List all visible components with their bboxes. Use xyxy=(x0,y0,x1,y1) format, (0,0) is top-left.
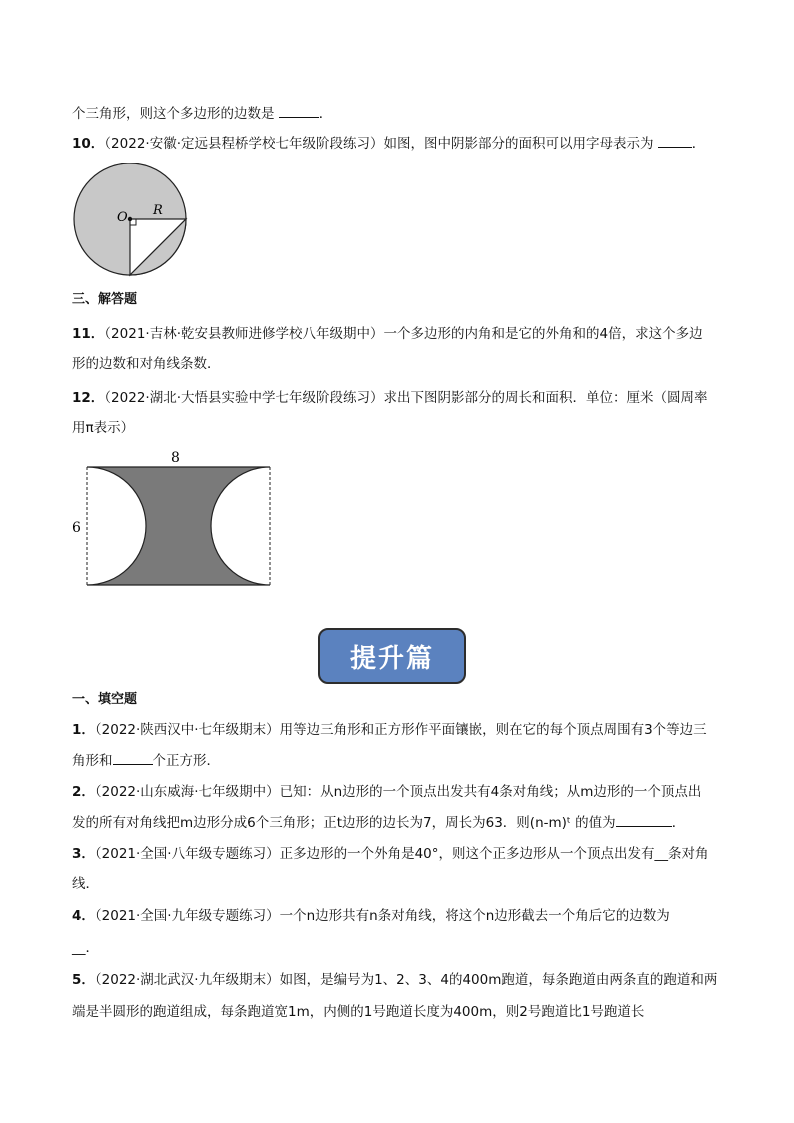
problem-5-line1: 5．（2022·湖北武汉·九年级期末）如图，是编号为1、2、3、4的400m跑道，每条跑道由两条直的跑道和两 xyxy=(72,972,718,988)
answer-blank xyxy=(279,103,319,118)
problem-3-line1: 3．（2021·全国·八年级专题练习）正多边形的一个外角是40°，则这个正多边形从一个顶点出发有__条对角 xyxy=(72,846,709,862)
center-dot xyxy=(128,217,132,221)
answer-blank xyxy=(658,133,692,148)
rectangle-figure xyxy=(68,448,278,588)
question-12-line1: 12．（2022·湖北·大悟县实验中学七年级阶段练习）求出下图阴影部分的周长和面积．单位：厘米（圆周率 xyxy=(72,390,708,406)
problem-1-line2: 角形和 个正方形． xyxy=(72,750,734,771)
answer-blank xyxy=(616,812,672,827)
problem-4-line1: 4．（2021·全国·九年级专题练习）一个n边形共有n条对角线，将这个n边形截去一个角后它的边数为 xyxy=(72,908,670,924)
center-label: O xyxy=(117,210,128,225)
problem-1-line1: 1．（2022·陕西汉中·七年级期末）用等边三角形和正方形作平面镶嵌，则在它的每个顶点周围有3个等边三 xyxy=(72,722,707,738)
section-banner: 提升篇 xyxy=(318,628,466,684)
section-heading: 三、解答题 xyxy=(72,292,138,307)
height-label: 6 xyxy=(72,520,81,536)
answer-blank xyxy=(113,750,153,765)
problem-2-line2: 发的所有对角线把m边形分成6个三角形；正t边形的边长为7，周长为63．则(n-m)ᵗ 的值为 ． xyxy=(72,812,734,833)
section-heading: 一、填空题 xyxy=(72,692,138,707)
radius-label: R xyxy=(153,203,163,218)
question-12-line2: 用π表示） xyxy=(72,420,135,436)
question-9-tail: 个三角形，则这个多边形的边数是 ． xyxy=(72,103,734,124)
problem-4-line2: __． xyxy=(72,940,99,956)
problem-2-line1: 2．（2022·山东威海·七年级期中）已知：从n边形的一个顶点出发共有4条对角线；从m边形的一个顶点出 xyxy=(72,784,702,800)
problem-5-line2: 端是半圆形的跑道组成，每条跑道宽1m，内侧的1号跑道长度为400m，则2号跑道比1号跑道长 xyxy=(72,1004,645,1020)
shaded-region xyxy=(87,467,270,585)
question-11-line1: 11．（2021·吉林·乾安县教师进修学校八年级期中）一个多边形的内角和是它的外角和的4倍，求这个多边 xyxy=(72,326,703,342)
question-11-line2: 形的边数和对角线条数． xyxy=(72,356,221,372)
width-label: 8 xyxy=(171,450,180,466)
question-10: 10．（2022·安徽·定远县程桥学校七年级阶段练习）如图，图中阴影部分的面积可以用字母表示为 ． xyxy=(72,133,734,154)
problem-3-line2: 线． xyxy=(72,876,99,892)
circle-figure xyxy=(72,163,190,281)
